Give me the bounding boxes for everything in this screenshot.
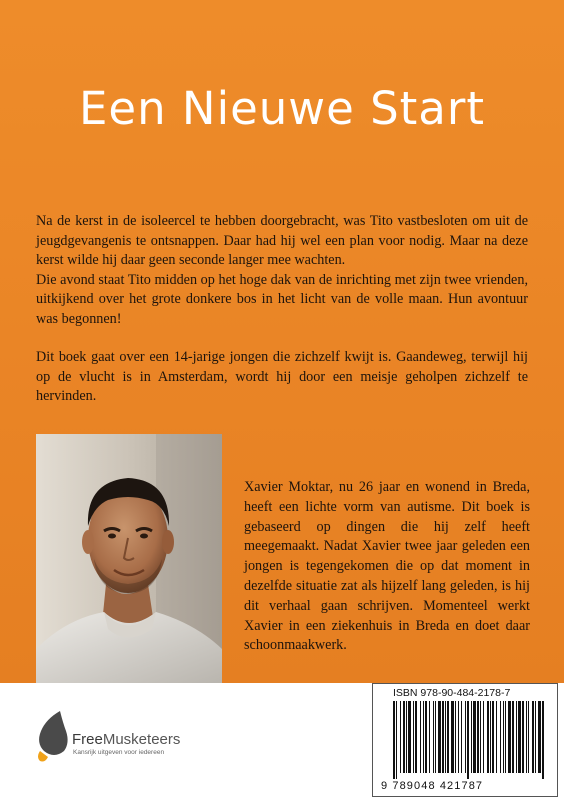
blurb-paragraph-3: Dit boek gaat over een 14-jarige jongen die zichzelf kwijt is. Gaandeweg, terwijl hij op de vlucht is in Amsterdam, wordt hij door een meisje geholpen zichzelf te hervinden. — [36, 349, 528, 404]
author-photo — [36, 434, 222, 683]
publisher-name — [72, 731, 180, 748]
book-title: Een Nieuwe Start — [78, 82, 486, 135]
cover-footer — [0, 683, 564, 800]
publisher-tagline: Kansrijk uitgeven voor iedereen — [73, 749, 165, 756]
barcode-bars — [391, 701, 547, 781]
book-blurb — [36, 212, 528, 407]
author-bio: Xavier Moktar, nu 26 jaar en wonend in Breda, heeft een lichte vorm van autisme. Dit boek is gebaseerd op dingen die hij zelf heeft meegemaakt. Nadat Xavier twee jaar geleden een jongen is tegengekomen die op dat moment in dezelfde situatie zat als hijzelf lang geleden, is hij dit verhaal gaan schrijven. Momenteel werkt Xavier in een ziekenhuis in Breda en doet daar schoonmaakwerk. — [244, 479, 530, 654]
publisher-name-part1: Free — [72, 731, 103, 748]
isbn-barcode — [372, 683, 558, 797]
isbn-label: ISBN 978-90-484-2178-7 — [393, 687, 511, 699]
ean-digits: 9 789048 421787 — [381, 780, 484, 792]
publisher-logo-drop-icon — [36, 711, 70, 763]
blurb-paragraph-1: Na de kerst in de isoleercel te hebben doorgebracht, was Tito vastbesloten om uit de jeugdgevangenis te ontsnappen. Daar had hij wel een plan voor nodig. Maar na deze kerst wilde hij daar geen seconde langer mee wachten. — [36, 213, 528, 268]
publisher-logo — [36, 705, 186, 765]
publisher-name-part2: Musketeers — [102, 731, 181, 748]
blurb-paragraph-2: Die avond staat Tito midden op het hoge dak van de inrichting met zijn twee vrienden, uitkijkend over het grote donkere bos in het licht van de volle maan. Hun avontuur was begonnen! — [36, 271, 528, 327]
